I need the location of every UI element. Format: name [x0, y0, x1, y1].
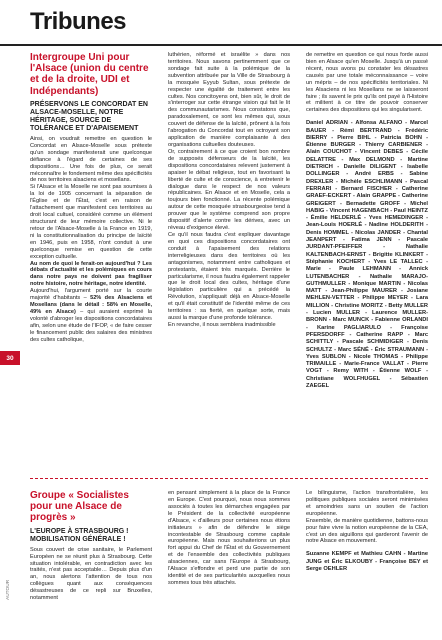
article-divider — [30, 478, 428, 479]
page-number-badge: 30 — [0, 351, 20, 365]
article-subtitle: L'EUROPE À STRASBOURG ! MOBILISATION GÉNÉRALE ! — [30, 527, 129, 543]
paragraph: Sous couvert de crise sanitaire, le Parlement Européen ne se réunit plus à Strasbourg. Cette situation intolérable, en contradiction avec les traités, n'est pas acceptable… Depuis plus d'un an, nous alertons l'attention de tous nos collègues quant aux conséquences désastreuses de ce repli sur Bruxelles, notamment — [30, 546, 152, 602]
signatories: Daniel ADRIAN - Alfonsa ALFANO - Marcel BAUER - Rémi BERTRAND - Frédéric BIERRY - Pierre BIHL - Patricia BOHN - Étienne BURGER - Thierry CARBIENER - Alain COUCHOT - Vincent DEBES - Cécile DELATTRE - Max DELMOND - Martine DIETRICH - Danielle DILIGENT - Isabelle DOLLINGER - André ERBS - Sabine DREXLER - Michèle ESCHLIMANN - Pascal FERRARI - Bernard FISCHER - Catherine GRAEF-ECKERT - Alain GRAPPE - Catherine GREIGERT - Bernadette GROFF - Michel HABIG - Vincent HAGENBACH - Paul HEINTZ - Émilie HELDERLÉ - Yves HEMEDINGER - Jean-Louis HOERLÉ - Nadine HOLDERITH - Denis HOMMEL - Nicolas JANDER - Chantal JEANPERT - Fatima JENN - Pascale JURDANT-PFEIFFER - Nathalie KALTENBACH-ERNST - Brigitte KLINKERT - Stéphanie KOCHERT - Yves LE TALLEC - Marie - Paule LEHMANN - Annick LUTENBACHER - Nathalie MARAJO-GUTHMULLER - Monique MARTIN - Nicolas MATT - Jean-Philippe MAURER - Josiane MEHLEN-VETTER - Philippe MEYER - Lara MILLION - Christine MORITZ - Betty MULLER - Lucien MULLER - Laurence MULLER-BRONN - Marc MUNCK - Fabienne ORLANDI - Karine PAGLIARULO - Françoise PFERSDORFF - Catherine RAPP - Marc SCHITTLY - Pascale SCHMIDIGER - Denis SCHULTZ - Marc SÉNÉ - Éric STRAUMANN - Yves SUBLON - Nicole THOMAS - Philippe TRIMAILLE - Marie-France VALLAT - Pierre VOGT - Remy WITH - Étienne WOLF - Christiane WOLFHUGEL - Sébastien ZAEGEL — [306, 120, 428, 389]
paragraph: Ensemble, de manière quotidienne, battons-nous pour faire vivre la notion européenne de la CEA, c'est un des aiguillons qui garderont l'avenir de notre Alsace en mouvement. — [306, 517, 428, 545]
column-2 — [168, 490, 290, 587]
article-uni-pour-alsace — [30, 52, 428, 472]
page-header — [0, 0, 442, 46]
side-label: AUTOUR — [6, 579, 11, 600]
paragraph: Ainsi, on voudrait remettre en question le Concordat en Alsace-Moselle sous prétexte qu'un sondage manifesterait une quelconque défiance à l'égard de certaines de ses dispositions… Une fois de plus, ce serait méconnaître le fondement même des spécificités de nos territoires alsaciens et mosellans. — [30, 135, 152, 184]
article-subtitle: PRÉSERVONS LE CONCORDAT EN ALSACE-MOSELLE, NOTRE HÉRITAGE, SOURCE DE TOLÉRANCE ET D'APAISEMENT — [30, 100, 148, 132]
article-socialistes — [30, 490, 428, 630]
paragraph: luthérien, réformé et israélite » dans nos territoires. Nous savons pertinemment que ce sondage fait suite à la polémique de la subvention attribuée par la Ville de Strasbourg à la mosquée Eyyub Sultan, sous prétexte de respecter une égalité de traitement entre les cultes. Nos concitoyens ont, bien sûr, le droit de s'interroger sur cette étrange vision qui fait le lit des communautarismes. Nous constatons que, paradoxalement, ce sont les mêmes qui, sous couvert de défense de la laïcité, prônent à la fois l'abrogation du Concordat tout en octroyant son application de manière complaisante à des organisations cultuelles douteuses. — [168, 52, 290, 148]
article-title: Groupe « Socialistes pour une Alsace de progrès » — [30, 490, 129, 524]
column-1 — [30, 52, 152, 344]
paragraph: En revanche, il nous semblera inadmissible — [168, 321, 276, 328]
paragraph: Si l'Alsace et la Moselle ne sont pas soumises à la loi de 1905 concernant la séparation de l'Église et de l'État, c'est en raison de l'attachement que manifestent ces territoires au droit local cultuel, considéré comme un élément structurant de leur mémoire collective. Ni le retour de l'Alsace-Moselle à la France en 1919, ni la constitutionnalisation du principe de laïcité en 1946, puis en 1958, n'ont conduit à une quelconque remise en question de cette exception cultuelle. — [30, 184, 152, 260]
paragraph-bold: Au nom de quoi le ferait-on aujourd'hui ? Les débats d'actualité et les polémiques en cours dans notre pays ne doivent pas fragiliser notre histoire, notre héritage, notre identité. — [30, 260, 152, 288]
column-3 — [306, 490, 428, 573]
paragraph: en pensant simplement à la place de la France en Europe. C'est pourquoi, nous nous sommes associés à toutes les démarches engagées par le Président de la collectivité européenne d'Alsace, « d'ailleurs pour certaines nous étions initiateurs » afin de défendre le siège incontestable de Strasbourg comme capitale européenne. Mais nous souhaiterions un plus fort appui du Chef de l'État et du Gouvernement et de l'ensemble des collectivités publiques alsaciennes, car sans l'Europe à Strasbourg, l'Alsace s'effondre et perd une partie de son identité et de ses particularités auxquelles nous sommes tous très attachés. — [168, 490, 290, 586]
signatories: Suzanne KEMPF et Mathieu CAHN - Martine JUNG et Éric ELKOUBY - Françoise BEY et Serge OEHLER — [306, 551, 428, 572]
page-title: Tribunes — [30, 8, 127, 35]
paragraph: Le bilinguisme, l'action transfrontalière, les politiques publiques sociales seront minimisées et amoindries sans un soutien de l'action européenne. — [306, 490, 428, 517]
paragraph: Or, contrairement à ce que croient bon nombre de supposés défenseurs de la laïcité, les dispositions concordataires relevent justement à apaiser le débat religieux, tout en favorisant la liberté de culte et de conscience, à entretenir le dialogue dans le respect de nos valeurs républicaines. En Alsace et en Moselle, cela a toujours bien fonctionné. La récente polémique autour de cette mosquée strasbourgeoise tend à prouver que le système comprend son propre dispositif d'alerte contre les dérives, avec un réveau d'exigence élevé. — [168, 148, 290, 232]
column-1 — [30, 490, 152, 602]
paragraph: de remettre en question ce qui nous forde aussi bien en Alsace qu'en Moselle. Jusqu'à un passé récent, nous avons pu constater les désastres causés par une totale méconnaissance – voire un mépris – de nos spécificités territoriales. Ni les Alsaciens ni les Mosellans ne se laisseront faire ; ils savent le prix qu'ils ont payé à l'Histoire et militent à ce titre de pouvoir conserver certaines des dispositions qui les singularisent. — [306, 52, 428, 114]
paragraph: Aujourd'hui, l'argument porté sur la courte majorité d'habitants – 52% des Alsaciens et Mosellans (dans le détail : 58% en Moselle, 49% en Alsace) – qui auraient exprimé la volonté d'abroger les dispositions concordataires afin, selon une étude de l'IFOP, « de faire cesser le financement public des salaires des ministres des cultes catholique, — [30, 288, 152, 343]
column-3 — [306, 52, 428, 390]
column-2 — [168, 52, 290, 329]
article-title: Intergroupe Uni pour l'Alsace (union du centre et de la droite, UDI et Indépendants) — [30, 52, 149, 97]
paragraph: Ce qu'il nous faudra c'est expliquer davantage en quoi ces dispositions concordataires ont conduit à l'apaisement des relations interreligieuses dans des territoires où les antagonismes, notamment entre catholiques et protestants, étaient très marqués. Derrière le particularisme, il nous faudra également rappeler que le droit local des cultes, héritage d'une législation particulière qui a précédé la Révolution, s'appliquait déjà en Alsace-Moselle et qu'il était constitutif de l'identité même de ces territoires : sa fierté, en quelque sorte, mais aussi la marque d'une profonde tolérance. — [168, 231, 290, 322]
